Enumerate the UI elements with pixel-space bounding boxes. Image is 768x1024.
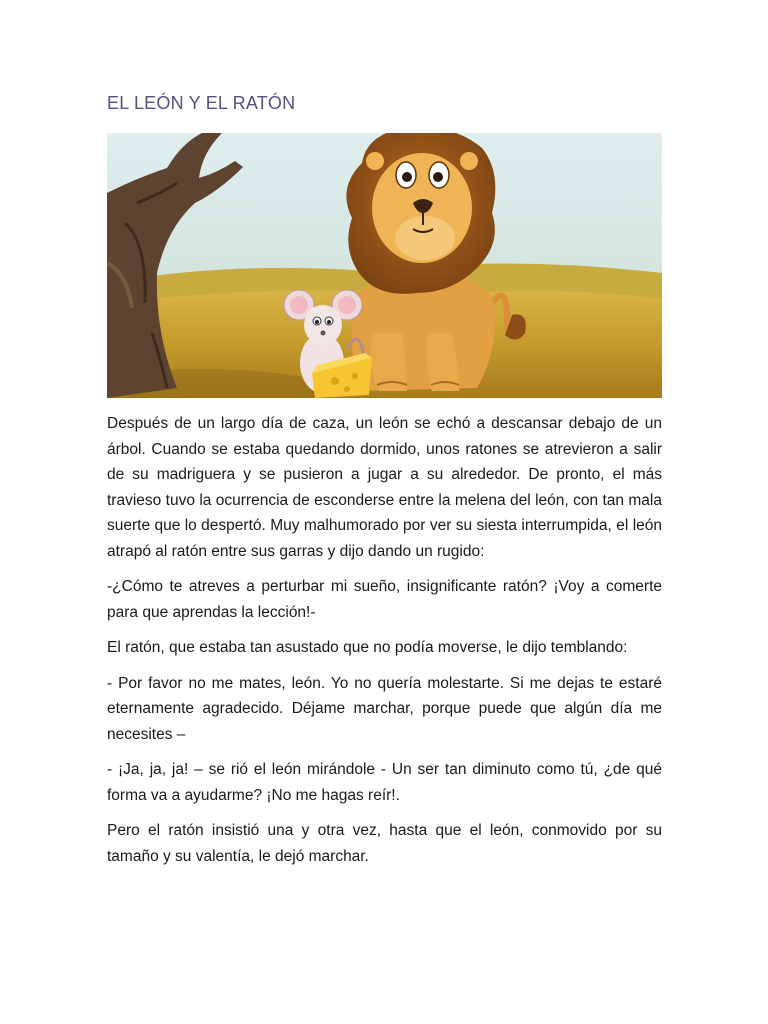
story-paragraph: -¿Cómo te atreves a perturbar mi sueño, insignificante ratón? ¡Voy a comerte para que aprendas la lección!- — [107, 578, 662, 621]
story-paragraph: Pero el ratón insistió una y otra vez, hasta que el león, conmovido por su tamaño y su valentía, le dejó marchar. — [107, 822, 662, 865]
story-paragraph: - ¡Ja, ja, ja! – se rió el león mirándole - Un ser tan diminuto como tú, ¿de qué forma va a ayudarme? ¡No me hagas reír!. — [107, 761, 662, 804]
story-paragraph: Después de un largo día de caza, un león se echó a descansar debajo de un árbol. Cuando se estaba quedando dormido, unos ratones se atrevieron a salir de su madriguera y se pusieron a jugar a su alrededor. De pronto, el más travieso tuvo la ocurrencia de esconderse entre la melena del león, con tan mala suerte que lo despertó. Muy malhumorado por ver su siesta interrumpida, el león atrapó al ratón entre sus garras y dijo dando un rugido: — [107, 415, 662, 560]
story-paragraph: El ratón, que estaba tan asustado que no podía moverse, le dijo temblando: — [107, 639, 628, 656]
story-illustration — [107, 133, 662, 398]
story-body — [107, 411, 662, 879]
page-title: EL LEÓN Y EL RATÓN — [107, 93, 296, 113]
story-paragraph: - Por favor no me mates, león. Yo no quería molestarte. Si me dejas te estaré eternamente agradecido. Déjame marchar, porque puede que algún día me necesites – — [107, 674, 662, 743]
